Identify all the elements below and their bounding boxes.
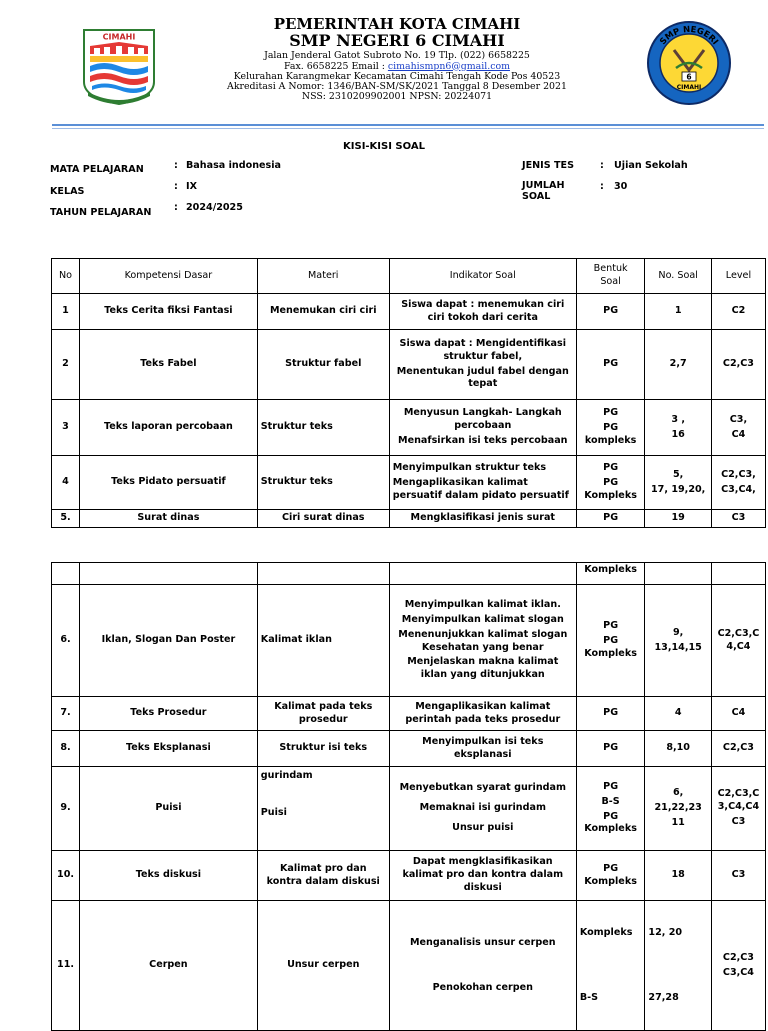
- fax-text: Fax. 6658225 Email :: [284, 60, 388, 72]
- mapel-label: MATA PELAJARAN: [50, 164, 144, 175]
- document-title: KISI-KISI SOAL: [343, 141, 425, 152]
- header-divider-thick: [52, 124, 764, 126]
- table-header-row: [52, 259, 766, 294]
- col-header-bentuk: Bentuk Soal: [576, 259, 645, 294]
- logo-right-sub: CIMAHI: [676, 84, 702, 91]
- col-header-nosoal: No. Soal: [645, 259, 712, 294]
- tahun-colon: :: [174, 202, 178, 213]
- jumlah-label: JUMLAH SOAL: [522, 180, 565, 202]
- table-row: 10. Teks diskusi Kalimat pro dan kontra dalam diskusi Dapat mengklasifikasikan kalimat pro dan kontra dalam diskusi PG Kompleks 18 C3: [52, 851, 766, 901]
- table-row: 11. Cerpen Unsur cerpen Menganalisis unsur cerpen Penokohan cerpen Kompleks B-S 12, 20 27,28 C2,C3 C3,C4: [52, 901, 766, 1031]
- gov-name: PEMERINTAH KOTA CIMAHI: [273, 15, 521, 33]
- jenis-colon: :: [600, 160, 604, 171]
- tahun-label: TAHUN PELAJARAN: [50, 207, 152, 218]
- email-link[interactable]: cimahismpn6@gmail.com: [387, 60, 510, 72]
- table-row: Kompleks: [52, 563, 766, 585]
- table-row: 7. Teks Prosedur Kalimat pada teks prosedur Mengaplikasikan kalimat perintah pada teks prosedur PG 4 C4: [52, 697, 766, 731]
- table-row: 1 Teks Cerita fiksi Fantasi Menemukan ciri ciri Siswa dapat : menemukan ciri ciri tokoh dari cerita PG 1 C2: [52, 294, 766, 330]
- jenis-label: JENIS TES: [522, 160, 574, 171]
- table-row: 2 Teks Fabel Struktur fabel Siswa dapat : Mengidentifikasi struktur fabel, Menentukan judul fabel dengan tepat PG 2,7 C2,C3: [52, 330, 766, 400]
- kelas-colon: :: [174, 181, 178, 192]
- jumlah-value: 30: [614, 181, 628, 192]
- school-emblem-icon: [646, 20, 732, 106]
- kisi-kisi-table-1: [51, 258, 766, 528]
- col-header-level: Level: [711, 259, 765, 294]
- school-address: Jalan Jenderal Gatot Subroto No. 19 Tlp. (022) 6658225: [264, 50, 530, 62]
- col-header-kd: Kompetensi Dasar: [80, 259, 258, 294]
- letterhead: [0, 0, 768, 130]
- jenis-value: Ujian Sekolah: [614, 160, 688, 171]
- cimahi-city-logo-icon: [80, 24, 158, 106]
- col-header-materi: Materi: [257, 259, 389, 294]
- kisi-kisi-table-2: [51, 562, 766, 1031]
- school-akreditasi: Akreditasi A Nomor: 1346/BAN-SM/SK/2021 Tanggal 8 Desember 2021: [227, 80, 567, 92]
- tahun-value: 2024/2025: [186, 202, 243, 213]
- header-divider-thin: [52, 128, 764, 129]
- letterhead-text: [220, 16, 574, 102]
- table-row: 3 Teks laporan percobaan Struktur teks Menyusun Langkah- Langkah percobaan Menafsirkan isi teks percobaan PG PG kompleks 3 , 16 C3, C4: [52, 400, 766, 456]
- kelas-label: KELAS: [50, 186, 85, 197]
- school-nss: NSS: 2310209902001 NPSN: 20224071: [301, 91, 493, 103]
- logo-left-text: CIMAHI: [102, 32, 136, 42]
- table-row: 5. Surat dinas Ciri surat dinas Mengklasifikasi jenis surat PG 19 C3: [52, 510, 766, 528]
- table-row: 8. Teks Eksplanasi Struktur isi teks Menyimpulkan isi teks eksplanasi PG 8,10 C2,C3: [52, 731, 766, 767]
- logo-right-text: SMP NEGERI: [658, 24, 720, 48]
- kelas-value: IX: [186, 181, 197, 192]
- col-header-no: No: [52, 259, 80, 294]
- table-row: 9. Puisi gurindam Puisi Menyebutkan syarat gurindam Memaknai isi gurindam Unsur puisi PG B-S PG Kompleks 6, 21,22,23 11 C2,C3,C 3,C4,C4 C3: [52, 767, 766, 851]
- school-name: SMP NEGERI 6 CIMAHI: [289, 31, 505, 51]
- school-kelurahan: Kelurahan Karangmekar Kecamatan Cimahi Tengah Kode Pos 40523: [233, 70, 561, 82]
- logo-right-number: 6: [686, 72, 692, 82]
- mapel-colon: :: [174, 160, 178, 171]
- jumlah-colon: :: [600, 181, 604, 192]
- col-header-indikator: Indikator Soal: [389, 259, 576, 294]
- table-row: 4 Teks Pidato persuatif Struktur teks Menyimpulkan struktur teks Mengaplikasikan kalimat persuatif dalam pidato persuatif PG PG Kompleks 5, 17, 19,20, C2,C3, C3,C4,: [52, 456, 766, 510]
- table-row: 6. Iklan, Slogan Dan Poster Kalimat iklan Menyimpulkan kalimat iklan. Menyimpulkan kalimat slogan Menenunjukkan kalimat slogan Kesehatan yang benar Menjelaskan makna kalimat iklan yang ditunjukkan PG PG Kompleks 9, 13,14,15 C2,C3,C 4,C4: [52, 585, 766, 697]
- mapel-value: Bahasa indonesia: [186, 160, 282, 171]
